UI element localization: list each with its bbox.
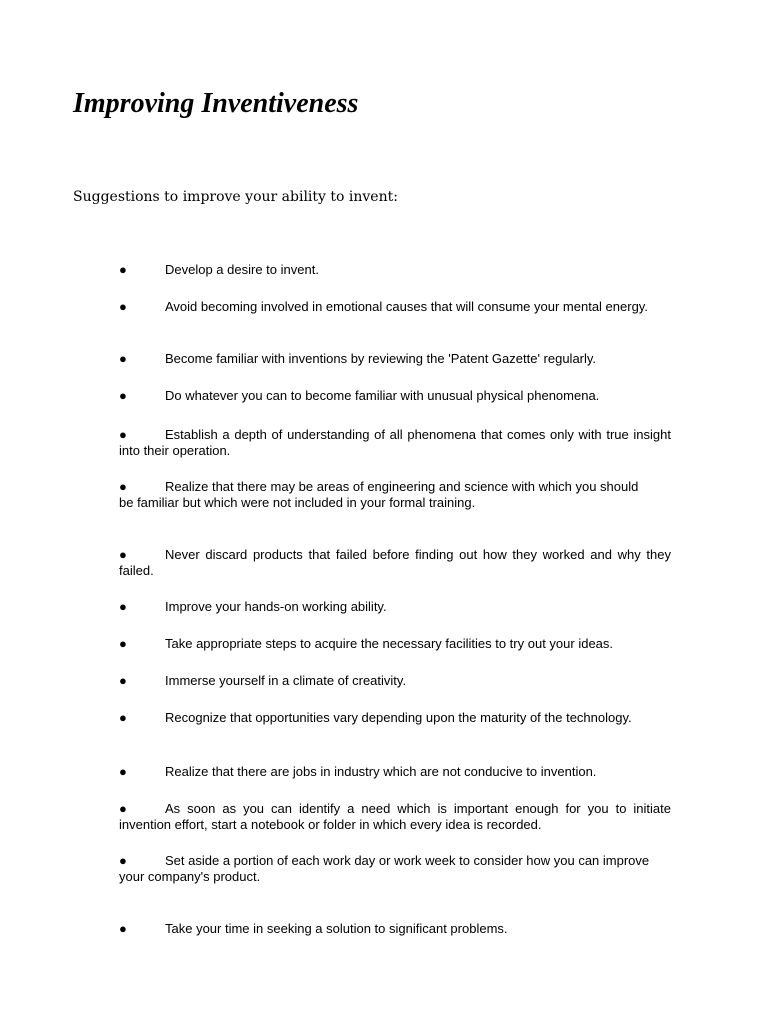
list-item xyxy=(119,479,671,511)
list-item xyxy=(119,388,671,404)
list-item-text: Realize that there may be areas of engineering and science with which you should be familiar but which were not included in your formal training. xyxy=(119,479,639,510)
list-item-text: Immerse yourself in a climate of creativity. xyxy=(165,673,407,688)
list-item xyxy=(119,921,671,937)
bullet-icon: ● xyxy=(119,547,127,562)
bullet-icon: ● xyxy=(119,388,127,403)
bullet-icon: ● xyxy=(119,427,127,442)
list-item xyxy=(119,764,671,780)
list-item xyxy=(119,801,671,833)
list-item-text: As soon as you can identify a need which is important enough for you to initiate invention effort, start a notebook or folder in which every idea is recorded. xyxy=(119,801,671,832)
page-title: Improving Inventiveness xyxy=(73,88,359,119)
list-item xyxy=(119,599,671,615)
list-item-text: Do whatever you can to become familiar with unusual physical phenomena. xyxy=(165,388,600,403)
list-item xyxy=(119,351,671,367)
list-item xyxy=(119,673,671,689)
list-item-text: Never discard products that failed before finding out how they worked and why they failed. xyxy=(119,547,671,578)
bullet-icon: ● xyxy=(119,299,127,314)
list-item-text: Take appropriate steps to acquire the necessary facilities to try out your ideas. xyxy=(165,636,614,651)
bullet-icon: ● xyxy=(119,479,127,494)
list-item xyxy=(119,427,671,459)
list-item xyxy=(119,299,671,315)
bullet-icon: ● xyxy=(119,636,127,651)
bullet-icon: ● xyxy=(119,921,127,936)
bullet-icon: ● xyxy=(119,673,127,688)
list-item-text: Improve your hands-on working ability. xyxy=(165,599,387,614)
list-item xyxy=(119,853,671,885)
list-item-text: Set aside a portion of each work day or work week to consider how you can improve your company's product. xyxy=(119,853,650,884)
list-item-text: Avoid becoming involved in emotional causes that will consume your mental energy. xyxy=(165,299,648,314)
intro-text: Suggestions to improve your ability to invent: xyxy=(73,189,398,205)
bullet-icon: ● xyxy=(119,764,127,779)
bullet-icon: ● xyxy=(119,262,127,277)
bullet-icon: ● xyxy=(119,801,127,816)
list-item xyxy=(119,547,671,579)
list-item-text: Recognize that opportunities vary depending upon the maturity of the technology. xyxy=(165,710,632,725)
list-item-text: Become familiar with inventions by reviewing the 'Patent Gazette' regularly. xyxy=(165,351,597,366)
bullet-icon: ● xyxy=(119,351,127,366)
list-item-text: Develop a desire to invent. xyxy=(165,262,319,277)
list-item-text: Take your time in seeking a solution to significant problems. xyxy=(165,921,508,936)
bullet-icon: ● xyxy=(119,710,127,725)
bullet-icon: ● xyxy=(119,853,127,868)
list-item xyxy=(119,710,671,726)
list-item xyxy=(119,636,671,652)
list-item xyxy=(119,262,671,278)
bullet-icon: ● xyxy=(119,599,127,614)
list-item-text: Realize that there are jobs in industry which are not conducive to invention. xyxy=(165,764,597,779)
list-item-text: Establish a depth of understanding of all phenomena that comes only with true insight into their operation. xyxy=(119,427,671,458)
